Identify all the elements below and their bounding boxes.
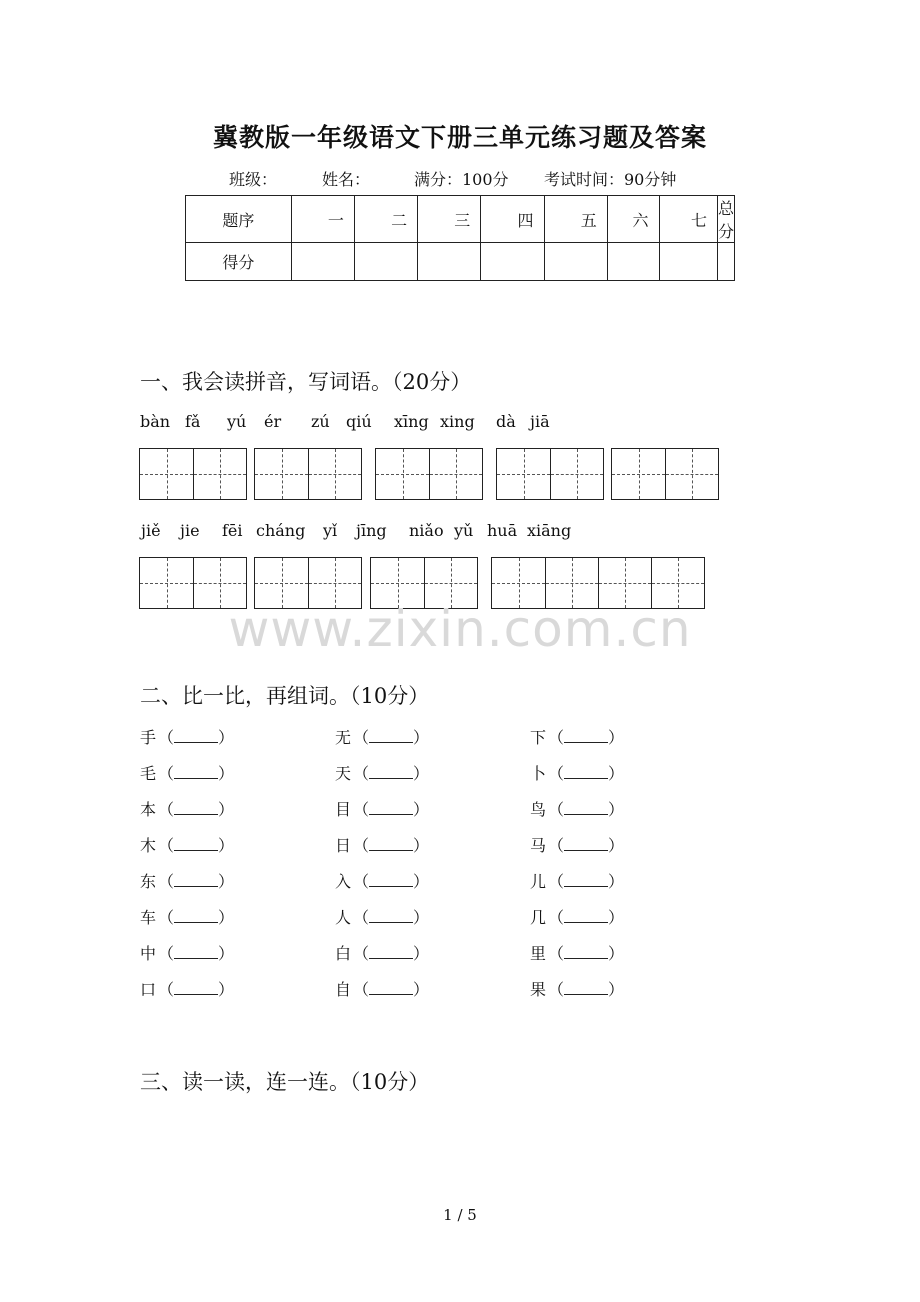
pinyin: yǔ [454, 521, 474, 540]
answer-blank[interactable] [369, 728, 413, 743]
pinyin: yú [227, 412, 247, 431]
compare-item [140, 725, 234, 748]
compare-item [335, 941, 429, 964]
compare-item [335, 725, 429, 748]
open-paren: （ [353, 872, 370, 891]
compare-item [140, 905, 234, 928]
compare-character: 卜 [530, 764, 547, 783]
compare-character: 自 [335, 980, 352, 999]
pinyin: xing [440, 412, 475, 431]
score-cell-4[interactable] [481, 243, 544, 281]
pinyin: yǐ [323, 521, 338, 540]
pinyin: niǎo [409, 521, 444, 540]
compare-character: 目 [335, 800, 352, 819]
compare-item [335, 869, 429, 892]
pinyin: jīng [356, 521, 387, 540]
open-paren: （ [548, 908, 565, 927]
compare-item [335, 905, 429, 928]
close-paren: ） [413, 728, 430, 747]
compare-item [335, 833, 429, 856]
compare-character: 人 [335, 908, 352, 927]
header-cell-order: 题序 [186, 196, 292, 243]
compare-item [530, 869, 624, 892]
header-cell-total: 总分 [717, 196, 734, 243]
answer-blank[interactable] [564, 872, 608, 887]
answer-blank[interactable] [174, 836, 218, 851]
score-cell-2[interactable] [354, 243, 417, 281]
close-paren: ） [608, 908, 625, 927]
close-paren: ） [608, 800, 625, 819]
close-paren: ） [413, 836, 430, 855]
answer-blank[interactable] [564, 980, 608, 995]
compare-item [530, 941, 624, 964]
compare-item [140, 797, 234, 820]
page-number: 1 / 5 [443, 1206, 477, 1224]
name-label: 姓名： [322, 170, 371, 189]
open-paren: （ [158, 944, 175, 963]
compare-item [140, 869, 234, 892]
compare-character: 入 [335, 872, 352, 891]
pinyin: bàn [140, 412, 171, 431]
close-paren: ） [608, 872, 625, 891]
pinyin: fēi [222, 521, 243, 540]
header-cell-1: 一 [291, 196, 354, 243]
close-paren: ） [413, 800, 430, 819]
open-paren: （ [158, 980, 175, 999]
compare-item [530, 797, 624, 820]
pinyin: ér [264, 412, 282, 431]
close-paren: ） [218, 836, 235, 855]
close-paren: ） [218, 800, 235, 819]
answer-blank[interactable] [564, 800, 608, 815]
answer-blank[interactable] [174, 908, 218, 923]
score-cell-7[interactable] [659, 243, 717, 281]
close-paren: ） [218, 908, 235, 927]
compare-character: 本 [140, 800, 157, 819]
open-paren: （ [548, 980, 565, 999]
answer-blank[interactable] [174, 872, 218, 887]
open-paren: （ [158, 908, 175, 927]
close-paren: ） [413, 944, 430, 963]
answer-blank[interactable] [369, 944, 413, 959]
compare-item [530, 833, 624, 856]
compare-character: 中 [140, 944, 157, 963]
compare-item [530, 725, 624, 748]
writing-grid[interactable] [375, 448, 483, 500]
header-cell-4: 四 [481, 196, 544, 243]
close-paren: ） [608, 944, 625, 963]
close-paren: ） [608, 980, 625, 999]
close-paren: ） [218, 872, 235, 891]
answer-blank[interactable] [174, 980, 218, 995]
compare-character: 天 [335, 764, 352, 783]
section-3-heading: 三、读一读，连一连。（10分） [140, 1070, 430, 1094]
score-row-label: 得分 [186, 243, 292, 281]
compare-character: 几 [530, 908, 547, 927]
answer-blank[interactable] [564, 764, 608, 779]
compare-item [140, 977, 234, 1000]
compare-character: 马 [530, 836, 547, 855]
compare-item [140, 941, 234, 964]
open-paren: （ [548, 800, 565, 819]
section-2-heading: 二、比一比，再组词。（10分） [140, 684, 430, 708]
pinyin: jiě [141, 521, 161, 540]
answer-blank[interactable] [564, 836, 608, 851]
document-title: 冀教版一年级语文下册三单元练习题及答案 [212, 123, 707, 152]
header-cell-3: 三 [418, 196, 481, 243]
close-paren: ） [413, 980, 430, 999]
compare-character: 无 [335, 728, 352, 747]
compare-character: 鸟 [530, 800, 547, 819]
compare-character: 日 [335, 836, 352, 855]
score-table-score-row [186, 243, 735, 281]
answer-blank[interactable] [564, 728, 608, 743]
open-paren: （ [548, 836, 565, 855]
class-label: 班级： [229, 170, 278, 189]
pinyin: huā [487, 521, 518, 540]
close-paren: ） [413, 764, 430, 783]
compare-character: 里 [530, 944, 547, 963]
close-paren: ） [218, 728, 235, 747]
open-paren: （ [548, 944, 565, 963]
open-paren: （ [158, 800, 175, 819]
compare-character: 车 [140, 908, 157, 927]
compare-item [530, 905, 624, 928]
pinyin: dà [496, 412, 516, 431]
header-cell-7: 七 [659, 196, 717, 243]
writing-grid[interactable] [496, 448, 604, 500]
answer-blank[interactable] [369, 836, 413, 851]
pinyin: zú [311, 412, 330, 431]
compare-item [530, 977, 624, 1000]
open-paren: （ [548, 728, 565, 747]
close-paren: ） [608, 728, 625, 747]
full-score-label: 满分：100分 [414, 170, 509, 189]
section-1-heading: 一、我会读拼音，写词语。（20分） [140, 370, 472, 394]
open-paren: （ [353, 908, 370, 927]
watermark: www.zixin.com.cn [228, 600, 692, 658]
close-paren: ） [608, 764, 625, 783]
open-paren: （ [353, 728, 370, 747]
compare-item [140, 833, 234, 856]
open-paren: （ [158, 728, 175, 747]
pinyin: fǎ [185, 412, 201, 431]
compare-character: 下 [530, 728, 547, 747]
compare-item [335, 797, 429, 820]
compare-item [530, 761, 624, 784]
pinyin: xīng [394, 412, 429, 431]
open-paren: （ [353, 764, 370, 783]
open-paren: （ [353, 980, 370, 999]
score-cell-1[interactable] [291, 243, 354, 281]
score-table-header-row [186, 196, 735, 243]
answer-blank[interactable] [174, 944, 218, 959]
close-paren: ） [413, 908, 430, 927]
close-paren: ） [218, 980, 235, 999]
answer-blank[interactable] [369, 764, 413, 779]
pinyin: jie [180, 521, 200, 540]
compare-item [140, 761, 234, 784]
open-paren: （ [158, 872, 175, 891]
answer-blank[interactable] [369, 908, 413, 923]
answer-blank[interactable] [369, 872, 413, 887]
open-paren: （ [158, 764, 175, 783]
open-paren: （ [158, 836, 175, 855]
compare-character: 儿 [530, 872, 547, 891]
pinyin: qiú [346, 412, 372, 431]
open-paren: （ [548, 872, 565, 891]
compare-character: 木 [140, 836, 157, 855]
score-cell-total[interactable] [717, 243, 734, 281]
score-cell-3[interactable] [418, 243, 481, 281]
compare-character: 毛 [140, 764, 157, 783]
header-cell-5: 五 [544, 196, 607, 243]
writing-grid[interactable] [139, 448, 247, 500]
close-paren: ） [218, 764, 235, 783]
answer-blank[interactable] [564, 908, 608, 923]
open-paren: （ [353, 800, 370, 819]
answer-blank[interactable] [174, 800, 218, 815]
compare-character: 白 [335, 944, 352, 963]
close-paren: ） [608, 836, 625, 855]
compare-character: 东 [140, 872, 157, 891]
open-paren: （ [353, 836, 370, 855]
open-paren: （ [353, 944, 370, 963]
answer-blank[interactable] [369, 980, 413, 995]
score-cell-6[interactable] [607, 243, 659, 281]
open-paren: （ [548, 764, 565, 783]
answer-blank[interactable] [564, 944, 608, 959]
exam-time-label: 考试时间：90分钟 [544, 170, 677, 189]
close-paren: ） [413, 872, 430, 891]
close-paren: ） [218, 944, 235, 963]
header-cell-2: 二 [354, 196, 417, 243]
answer-blank[interactable] [174, 764, 218, 779]
header-cell-6: 六 [607, 196, 659, 243]
pinyin: jiā [530, 412, 550, 431]
score-table [185, 195, 735, 281]
compare-item [335, 977, 429, 1000]
compare-character: 果 [530, 980, 547, 999]
writing-grid[interactable] [611, 448, 719, 500]
pinyin: xiāng [527, 521, 572, 540]
compare-item [335, 761, 429, 784]
answer-blank[interactable] [174, 728, 218, 743]
compare-character: 口 [140, 980, 157, 999]
answer-blank[interactable] [369, 800, 413, 815]
writing-grid[interactable] [254, 448, 362, 500]
compare-character: 手 [140, 728, 157, 747]
score-cell-5[interactable] [544, 243, 607, 281]
pinyin: cháng [256, 521, 306, 540]
